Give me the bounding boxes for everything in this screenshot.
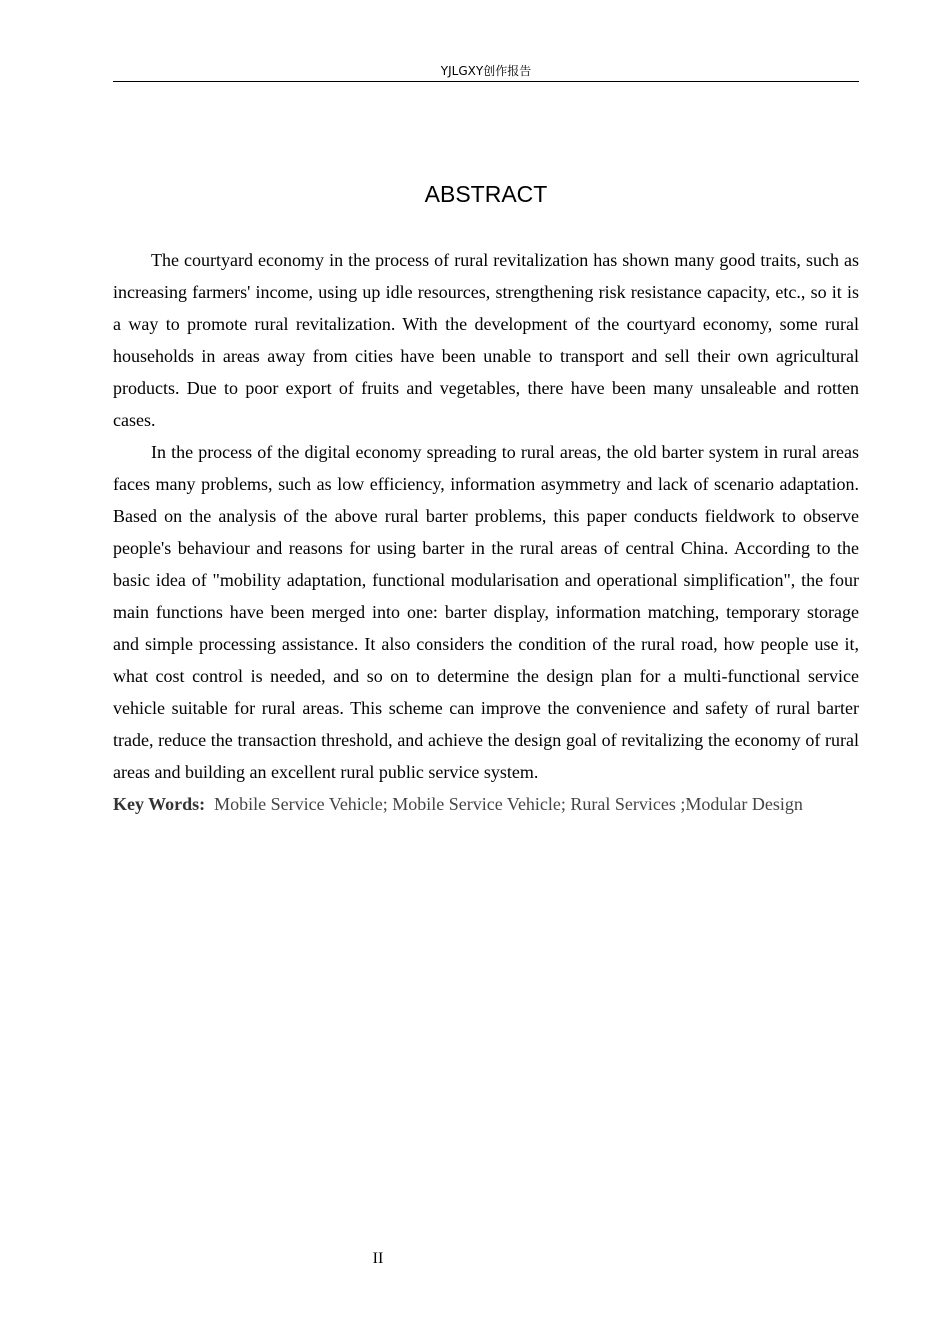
abstract-paragraph-1: The courtyard economy in the process of rural revitalization has shown many good traits, such as increasing farmers' income, using up idle resources, strengthening risk resistance capacity, etc., so it is a way to promote rural revitalization. With the development of the courtyard economy, some rural households in areas away from cities have been unable to transport and sell their own agricultural products. Due to poor export of fruits and vegetables, there have been many unsaleable and rotten cases. [113, 250, 859, 430]
keywords-line [113, 788, 859, 820]
keywords-value: Mobile Service Vehicle; Mobile Service Vehicle; Rural Services ;Modular Design [214, 794, 803, 814]
abstract-paragraph-2: In the process of the digital economy spreading to rural areas, the old barter system in rural areas faces many problems, such as low efficiency, information asymmetry and lack of scenario adaptation. Based on the analysis of the above rural barter problems, this paper conducts fieldwork to observe people's behaviour and reasons for using barter in the rural areas of central China. According to the basic idea of "mobility adaptation, functional modularisation and operational simplification", the four main functions have been merged into one: barter display, information matching, temporary storage and simple processing assistance. It also considers the condition of the rural road, how people use it, what cost control is needed, and so on to determine the design plan for a multi-functional service vehicle suitable for rural areas. This scheme can improve the convenience and safety of rural barter trade, reduce the transaction threshold, and achieve the design goal of revitalizing the economy of rural areas and building an excellent rural public service system. [113, 442, 859, 782]
header-text: YJLGXY创作报告 [440, 64, 532, 78]
page-header [113, 62, 859, 82]
abstract-body [113, 244, 859, 820]
page-number: II [372, 1250, 384, 1267]
keywords-label: Key Words: [113, 794, 206, 814]
abstract-title: ABSTRACT [424, 181, 548, 207]
